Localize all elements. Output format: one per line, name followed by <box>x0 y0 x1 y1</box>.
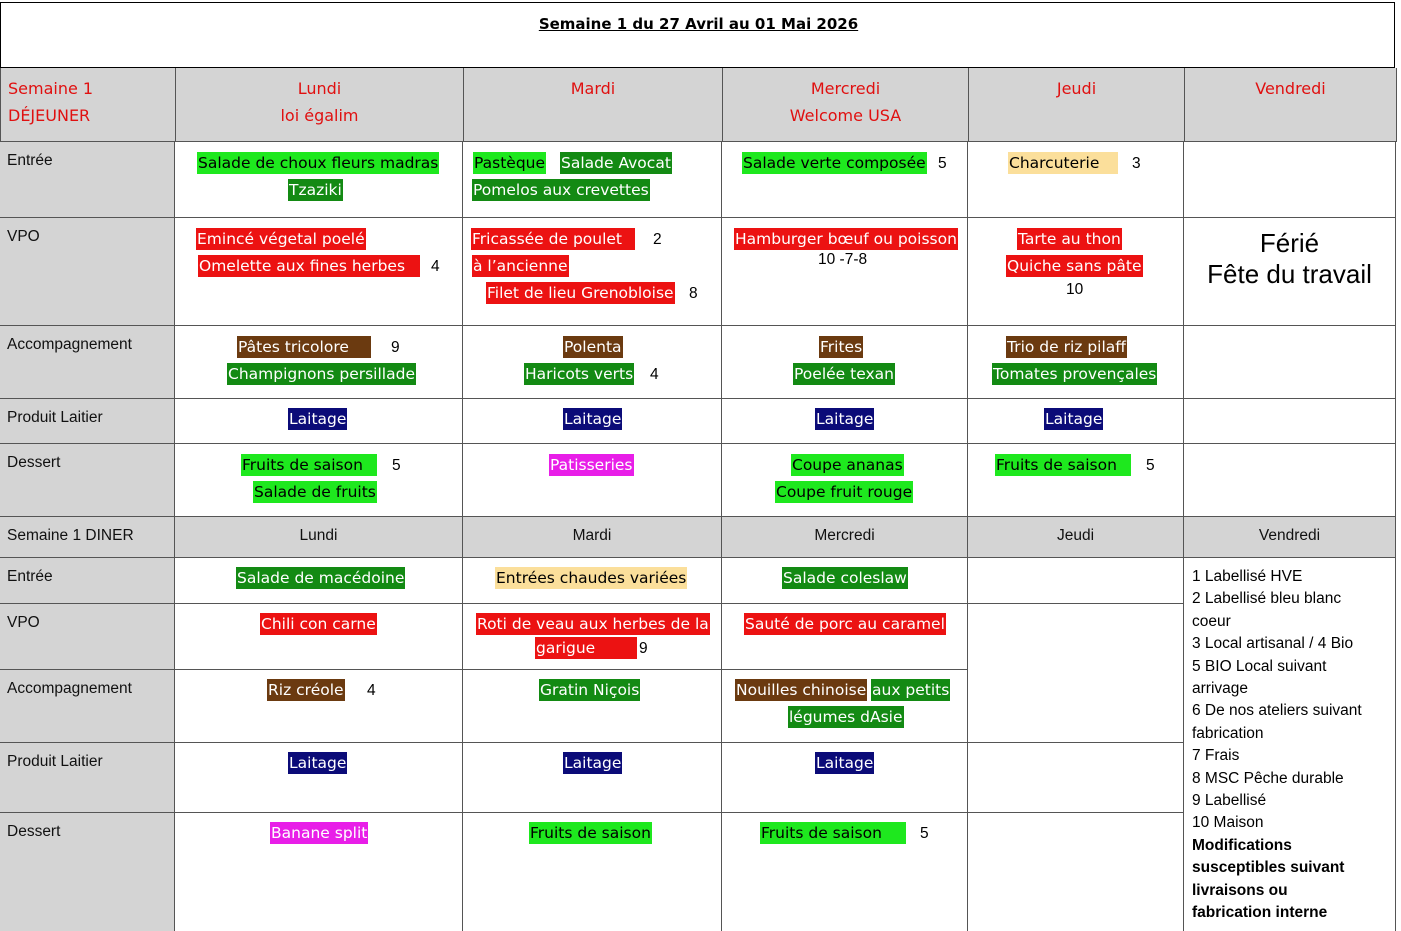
dish-item: Salade coleslaw <box>783 569 907 587</box>
diner-day-lundi <box>175 517 463 558</box>
diner-label: Semaine 1 DINER <box>7 527 134 544</box>
cell-mercredi-laitier <box>722 399 968 444</box>
dish-item: Coupe ananas <box>792 456 903 474</box>
legend-line: 1 Labellisé HVE <box>1192 568 1303 585</box>
dish-item: Salade verte composée <box>743 154 926 172</box>
label-number: 3 <box>1132 155 1141 172</box>
label-number: 5 <box>938 155 947 172</box>
dish-item: Fruits de saison <box>241 454 377 476</box>
cell-mardi-diner-entree <box>463 558 722 604</box>
dish-item: Laitage <box>816 410 874 428</box>
cell-vendredi-entree <box>1184 142 1396 218</box>
dish-item: Fruits de saison <box>530 824 651 842</box>
cell-mardi-dessert <box>463 444 722 517</box>
title-box <box>0 2 1395 68</box>
cell-mardi-diner-vpo <box>463 604 722 670</box>
cell-lundi-diner-entree <box>175 558 463 604</box>
cell-mercredi-diner-accomp <box>722 670 968 743</box>
dejeuner-day-jeudi <box>969 68 1185 142</box>
dish-item: Quiche sans pâte <box>1007 257 1142 275</box>
cell-lundi-dessert <box>175 444 463 517</box>
dejeuner-entree-row <box>0 142 1396 218</box>
day-name: Mardi <box>570 79 616 98</box>
row-label: VPO <box>7 614 40 631</box>
dejeuner-header-row <box>0 68 1397 142</box>
dish-item: Tomates provençales <box>993 365 1157 383</box>
row-label: VPO <box>7 228 40 245</box>
legend-note: Modifications <box>1192 836 1292 854</box>
cell-jeudi-diner-laitier <box>968 743 1184 813</box>
dejeuner-dessert-row <box>0 444 1396 517</box>
diner-label-cell <box>0 517 175 558</box>
legend-line: coeur <box>1192 612 1231 630</box>
label-number: 5 <box>1146 457 1155 474</box>
dish-item: à l’ancienne <box>473 257 568 275</box>
dish-item: Laitage <box>289 754 347 772</box>
dish-item: Laitage <box>564 410 622 428</box>
dish-item: Fruits de saison <box>995 454 1131 476</box>
cell-mercredi-diner-dessert <box>722 813 968 931</box>
row-label: Accompagnement <box>7 336 132 353</box>
row-label: Entrée <box>7 568 53 585</box>
day-name: Jeudi <box>1056 79 1097 98</box>
row-label-cell <box>0 444 175 517</box>
dish-item: Salade de macédoine <box>237 569 405 587</box>
dish-item: Tarte au thon <box>1018 230 1121 248</box>
label-number: 4 <box>431 258 440 275</box>
dejeuner-day-lundi <box>176 68 464 142</box>
dish-item: Charcuterie <box>1008 152 1118 174</box>
dish-item: Hamburger bœuf ou poisson <box>735 230 957 248</box>
dish-item: Laitage <box>1045 410 1103 428</box>
legend-line: 8 MSC Pêche durable <box>1192 769 1344 787</box>
row-label-cell <box>0 558 175 604</box>
cell-lundi-diner-laitier <box>175 743 463 813</box>
day-name: Vendredi <box>1255 79 1326 98</box>
diner-day-vendredi <box>1184 517 1396 558</box>
dish-item: Salade Avocat <box>561 154 671 172</box>
dish-item: Poelée texan <box>794 365 894 383</box>
cell-jeudi-diner-accomp <box>968 670 1184 743</box>
cell-lundi-diner-vpo <box>175 604 463 670</box>
diner-day-mardi <box>463 517 722 558</box>
legend-note: susceptibles suivant <box>1192 859 1345 877</box>
day-name: Mercredi <box>810 79 881 98</box>
dish-item: Salade de fruits <box>254 483 376 501</box>
cell-mercredi-diner-laitier <box>722 743 968 813</box>
row-label-cell <box>0 670 175 743</box>
cell-lundi-vpo <box>175 218 463 326</box>
dish-item: Haricots verts <box>525 365 634 383</box>
cell-lundi-diner-accomp <box>175 670 463 743</box>
row-label: Dessert <box>7 823 61 840</box>
dish-item: légumes dAsie <box>789 708 903 726</box>
diner-day-jeudi <box>968 517 1184 558</box>
dejeuner-week-label: Semaine 1 <box>8 79 94 98</box>
label-number: 5 <box>920 825 929 842</box>
cell-lundi-entree <box>175 142 463 218</box>
legend-line: 2 Labellisé bleu blanc <box>1192 590 1342 608</box>
cell-jeudi-laitier <box>968 399 1184 444</box>
label-number: 10 -7-8 <box>818 251 868 268</box>
dejeuner-vpo-row <box>0 218 1396 326</box>
day-name: Lundi <box>297 79 342 98</box>
dish-item: Frites <box>820 338 863 356</box>
cell-vendredi-accomp <box>1184 326 1396 399</box>
dish-item: Nouilles chinoise <box>736 681 867 699</box>
diner-entree-row <box>0 558 1396 604</box>
dish-item: Coupe fruit rouge <box>776 483 913 501</box>
dish-item: Trio de riz pilaff <box>1007 338 1126 356</box>
day-name: Jeudi <box>1056 527 1095 544</box>
row-label: Accompagnement <box>7 680 132 697</box>
cell-jeudi-entree <box>968 142 1184 218</box>
dish-item: Pastèque <box>474 154 546 172</box>
dish-item: Riz créole <box>268 681 344 699</box>
legend-note: livraisons ou <box>1192 881 1288 899</box>
legend-line: 7 Frais <box>1192 747 1240 765</box>
day-name: Vendredi <box>1258 527 1321 544</box>
cell-lundi-laitier <box>175 399 463 444</box>
dish-item: Filet de lieu Grenobloise <box>487 284 674 302</box>
dish-item: Pâtes tricolore <box>237 336 371 358</box>
dejeuner-meal-label: DÉJEUNER <box>8 106 91 125</box>
legend-line: fabrication <box>1192 724 1264 742</box>
cell-mardi-diner-dessert <box>463 813 722 931</box>
label-number: 5 <box>392 457 401 474</box>
day-theme: Welcome USA <box>789 106 902 125</box>
dejeuner-day-mercredi <box>723 68 969 142</box>
cell-jeudi-diner-dessert <box>968 813 1184 931</box>
legend-line: 6 De nos ateliers suivant <box>1192 702 1362 720</box>
cell-mercredi-diner-vpo <box>722 604 968 670</box>
legend-line: 9 Labellisé <box>1192 792 1267 810</box>
row-label: Entrée <box>7 152 53 169</box>
row-label-cell <box>0 743 175 813</box>
dejeuner-day-vendredi <box>1185 68 1397 142</box>
dejeuner-day-mardi <box>464 68 723 142</box>
row-label-cell <box>0 604 175 670</box>
cell-vendredi-vpo <box>1184 218 1396 326</box>
dish-item: Banane split <box>271 824 368 842</box>
dish-item: Gratin Niçois <box>540 681 640 699</box>
cell-jeudi-vpo <box>968 218 1184 326</box>
dish-item: Roti de veau aux herbes de la <box>477 615 709 633</box>
day-name: Mercredi <box>814 527 875 544</box>
label-number: 9 <box>391 339 400 356</box>
row-label: Dessert <box>7 454 61 471</box>
cell-lundi-accomp <box>175 326 463 399</box>
dish-item: Laitage <box>564 754 622 772</box>
cell-mercredi-diner-entree <box>722 558 968 604</box>
row-label-cell <box>0 326 175 399</box>
cell-mardi-laitier <box>463 399 722 444</box>
cell-lundi-diner-dessert <box>175 813 463 931</box>
dish-item: Laitage <box>816 754 874 772</box>
holiday-name: Fête du travail <box>1207 259 1372 289</box>
cell-vendredi-dessert <box>1184 444 1396 517</box>
legend-line: 5 BIO Local suivant <box>1192 657 1327 675</box>
label-number: 2 <box>653 231 662 248</box>
dejeuner-label-cell <box>1 68 176 142</box>
dish-item: Laitage <box>289 410 347 428</box>
dejeuner-laitier-row <box>0 399 1396 444</box>
cell-mardi-diner-laitier <box>463 743 722 813</box>
label-number: 10 <box>1066 281 1084 298</box>
row-label-cell <box>0 813 175 931</box>
cell-vendredi-laitier <box>1184 399 1396 444</box>
label-number: 4 <box>367 682 376 699</box>
dish-item: Salade de choux fleurs madras <box>198 154 439 172</box>
diner-dessert-row <box>0 813 1396 931</box>
row-label: Produit Laitier <box>7 753 103 770</box>
day-theme: loi égalim <box>280 106 359 125</box>
cell-mardi-entree <box>463 142 722 218</box>
cell-mercredi-vpo <box>722 218 968 326</box>
day-name: Mardi <box>572 527 612 544</box>
label-number: 9 <box>639 640 648 657</box>
cell-mercredi-accomp <box>722 326 968 399</box>
dish-item: Chili con carne <box>261 615 376 633</box>
dish-item: Fruits de saison <box>760 822 906 844</box>
diner-header-row <box>0 517 1396 558</box>
dish-item: Entrées chaudes variées <box>496 569 687 587</box>
legend-line: arrivage <box>1192 680 1248 698</box>
page-title: Semaine 1 du 27 Avril au 01 Mai 2026 <box>538 15 859 33</box>
dish-item: Tzaziki <box>289 181 342 199</box>
cell-mardi-accomp <box>463 326 722 399</box>
holiday-label: Férié <box>1259 228 1320 258</box>
dish-item: garigue <box>535 637 637 659</box>
cell-jeudi-diner-vpo <box>968 604 1184 670</box>
cell-mardi-diner-accomp <box>463 670 722 743</box>
dish-item: Omelette aux fines herbes <box>198 255 420 277</box>
dish-item: Polenta <box>564 338 622 356</box>
row-label-cell <box>0 218 175 326</box>
dish-item: aux petits <box>872 681 950 699</box>
dish-item: Patisseries <box>550 456 633 474</box>
dish-item: Pomelos aux crevettes <box>473 181 649 199</box>
legend-line: 10 Maison <box>1192 814 1264 832</box>
cell-jeudi-diner-entree <box>968 558 1184 604</box>
day-name: Lundi <box>299 527 338 544</box>
cell-mercredi-dessert <box>722 444 968 517</box>
dejeuner-accompagnement-row <box>0 326 1396 399</box>
dish-item: Fricassée de poulet <box>471 228 635 250</box>
cell-jeudi-dessert <box>968 444 1184 517</box>
dish-item: Emincé végetal poelé <box>197 230 365 248</box>
diner-day-mercredi <box>722 517 968 558</box>
dish-item: Champignons persillade <box>228 365 415 383</box>
cell-mercredi-entree <box>722 142 968 218</box>
row-label: Produit Laitier <box>7 409 103 426</box>
diner-laitier-row <box>0 743 1396 813</box>
label-number: 8 <box>689 285 698 302</box>
row-label-cell <box>0 399 175 444</box>
label-number: 4 <box>650 366 659 383</box>
legend-line: 3 Local artisanal / 4 Bio <box>1192 635 1354 653</box>
cell-mardi-vpo <box>463 218 722 326</box>
diner-vpo-row <box>0 604 1396 670</box>
legend-note: fabrication interne <box>1192 904 1328 922</box>
dish-item: Sauté de porc au caramel <box>745 615 945 633</box>
row-label-cell <box>0 142 175 218</box>
diner-accompagnement-row <box>0 670 1396 743</box>
cell-jeudi-accomp <box>968 326 1184 399</box>
